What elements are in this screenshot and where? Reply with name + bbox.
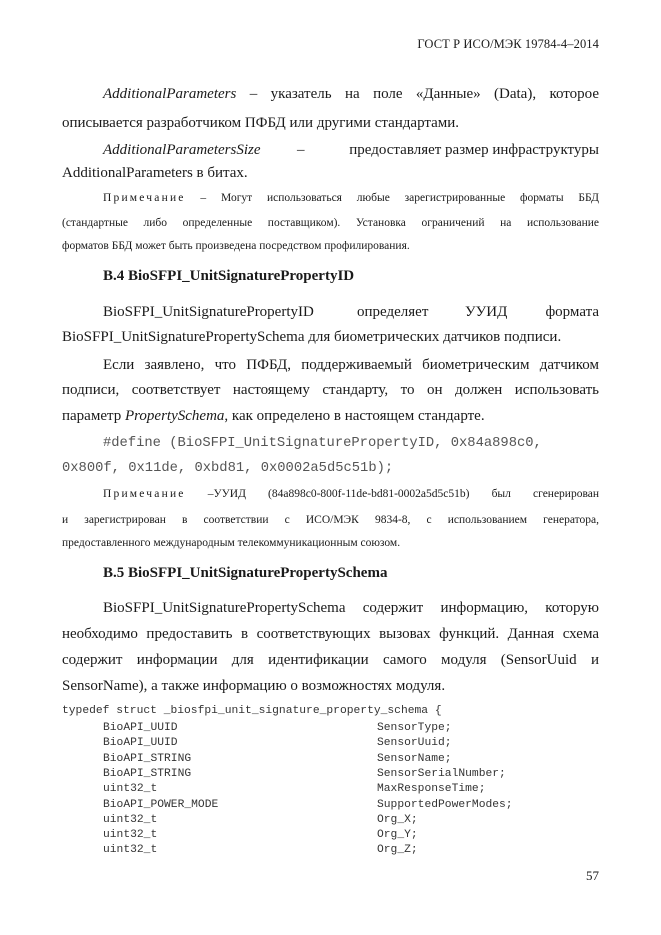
term-additional-parameters: AdditionalParameters	[103, 86, 237, 102]
code-field-name: SupportedPowerModes;	[377, 798, 513, 811]
page-number: 57	[586, 868, 599, 883]
note-1: Примечание – Могут использоваться любые зарегистрированные форматы ББД	[103, 192, 599, 204]
note-line: предоставленного международным телекоммуникационным союзом.	[62, 537, 401, 549]
code-field-type: BioAPI_POWER_MODE	[103, 798, 219, 811]
code-field-type: BioAPI_UUID	[103, 722, 178, 734]
paragraph-line: SensorName), а также информацию о возможностях модуля.	[62, 678, 446, 694]
code-field-type: uint32_t	[103, 844, 158, 857]
code-field-name: SensorUuid;	[377, 737, 452, 750]
section-heading-b4: B.4 BioSFPI_UnitSignaturePropertyID	[103, 268, 355, 284]
code-field-type: BioAPI_STRING	[103, 767, 192, 780]
paragraph-additional-parameters: AdditionalParameters – указатель на поле «Данные» (Data), которое	[103, 86, 599, 102]
define-statement-cont: 0x800f, 0x11de, 0xbd81, 0x0002a5d5c51b);	[62, 461, 394, 476]
code-field-name: SensorSerialNumber;	[377, 767, 506, 780]
code-field-name: SensorType;	[377, 722, 452, 734]
code-field-type: uint32_t	[103, 829, 158, 842]
term-additional-parameters-size: AdditionalParametersSize	[103, 142, 261, 158]
code-field-type: uint32_t	[103, 813, 158, 826]
define-statement: #define (BioSFPI_UnitSignaturePropertyID, 0x84a898c0,	[103, 436, 542, 451]
code-field-name: MaxResponseTime;	[377, 783, 486, 796]
note-label: Примечание	[103, 192, 186, 204]
paragraph-line: описывается разработчиком ПФБД или другими стандартами.	[62, 115, 460, 131]
paragraph-line: AdditionalParameters в битах.	[62, 165, 248, 181]
paragraph-line: BioSFPI_UnitSignaturePropertySchema для биометрических датчиков подписи.	[62, 329, 562, 345]
term-property-schema: PropertySchema	[124, 408, 225, 424]
code-field-type: BioAPI_STRING	[103, 752, 192, 765]
paragraph-conformance: Если заявлено, что ПФБД, поддерживаемый биометрическим датчиком	[103, 357, 599, 373]
code-field-type: BioAPI_UUID	[103, 737, 178, 750]
paragraph-line: параметр PropertySchema, как определено в настоящем стандарте.	[62, 408, 485, 424]
paragraph-line: подписи, соответствует настоящему стандарту, то он должен использовать	[62, 382, 599, 398]
code-field-name: Org_X;	[377, 813, 418, 826]
code-field-name: SensorName;	[377, 752, 452, 765]
section-heading-b5: B.5 BioSFPI_UnitSignaturePropertySchema	[103, 565, 388, 581]
note-label: Примечание	[103, 488, 186, 500]
code-typedef-line: typedef struct _biosfpi_unit_signature_property_schema {	[62, 705, 442, 717]
paragraph-line: необходимо предоставить в соответствующих вызовах функций. Данная схема	[62, 626, 599, 642]
code-field-name: Org_Y;	[377, 829, 418, 842]
note-2: Примечание –УУИД (84a898c0-800f-11de-bd81-0002a5d5c51b) был сгенерирован	[103, 488, 599, 500]
note-line: (стандартные либо определенные поставщиком). Установка ограничений на использование	[62, 217, 599, 229]
paragraph-property-schema: BioSFPI_UnitSignaturePropertySchema содержит информацию, которую	[103, 600, 599, 616]
paragraph-line: содержит информации для идентификации самого модуля (SensorUuid и	[62, 652, 599, 668]
code-field-name: Org_Z;	[377, 844, 418, 857]
note-line: и зарегистрирован в соответствии с ИСО/МЭК 9834-8, с использованием генератора,	[62, 514, 599, 526]
note-line: форматов ББД может быть произведена посредством профилирования.	[62, 240, 410, 252]
code-field-type: uint32_t	[103, 783, 158, 796]
document-header: ГОСТ Р ИСО/МЭК 19784-4–2014	[417, 37, 599, 51]
